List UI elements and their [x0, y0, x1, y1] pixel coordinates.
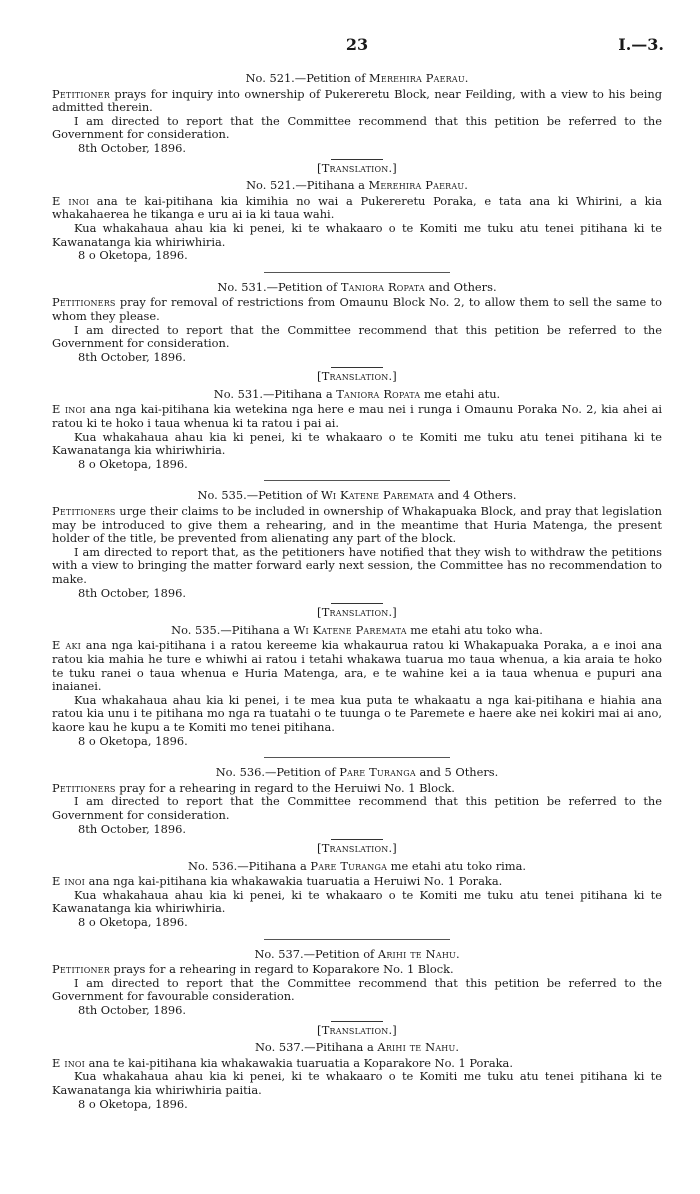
short-rule [331, 159, 383, 160]
translation-date: 8 o Oketopa, 1896. [78, 733, 188, 748]
entries [52, 72, 662, 1111]
translation-title: No. 537.—Pitihana a Arihi te Nahu. [254, 1040, 460, 1055]
translation-title: No. 535.—Pitihana a Wi Katene Paremata me etahi atu toko wha. [171, 622, 543, 637]
translation-summary: E inoi ana te kai-pitihana kia kimihia no wai a Pukereretu Poraka, e tata ana ki Whirini, a kia whakahaerea he tikanga e uru ai ia ki taua wahi. [52, 193, 662, 222]
paper-reference: I.—3. [618, 35, 664, 54]
petition-entry [52, 948, 662, 1112]
committee-report: I am directed to report that, as the petitioners have notified that they wish to withdraw the petitions with a view to bringing the matter forward early next session, the Committee has no recommendation to make. [52, 544, 662, 586]
translation-label: [Translation.] [317, 1022, 397, 1037]
section-divider [264, 939, 450, 940]
petition-summary: Petitioners pray for a rehearing in regard to the Heruiwi No. 1 Block. [52, 780, 455, 795]
translation-title: No. 521.—Pitihana a Merehira Paerau. [246, 178, 468, 193]
committee-report: I am directed to report that the Committee recommend that this petition be referred to the Government for consideration. [52, 322, 662, 351]
petition-title: No. 536.—Petition of Pare Turanga and 5 Others. [215, 765, 499, 780]
petition-title: No. 537.—Petition of Arihi te Nahu. [254, 946, 460, 961]
petition-entry [52, 489, 662, 748]
short-rule [331, 1021, 383, 1022]
short-rule [331, 603, 383, 604]
page-number: 23 [345, 35, 369, 54]
petitioner-name: Taniora Ropata [340, 279, 425, 294]
committee-report: I am directed to report that the Committee recommend that this petition be referred to the Government for consideration. [52, 113, 662, 142]
petitioner-name: Arihi te Nahu [377, 946, 456, 961]
petition-summary: Petitioners pray for removal of restrictions from Omaunu Block No. 2, to allow them to sell the same to whom they please. [52, 295, 662, 323]
translation-label: [Translation.] [317, 841, 397, 856]
petition-entry [52, 72, 662, 263]
translation-report: Kua whakahaua ahau kia ki penei, ki te whakaaro o te Komiti me tuku atu tenei pitihana ki te Kawanatanga kia whiriwhiria. [52, 429, 662, 458]
section-divider [264, 480, 450, 481]
translation-report: Kua whakahaua ahau kia ki penei, i te mea kua puta te whakaatu a nga kai-pitihana e hiahia ana ratou kia unu i te pitihana mo nga ra tuatahi o te tuunga o te Paremete e haere ake nei kokiri mai ai ano, kaore kau he kupu a te Komiti mo tenei pitihana. [52, 692, 662, 734]
translation-label: [Translation.] [317, 605, 397, 620]
translation-summary: E inoi ana te kai-pitihana kia whakawakia tuaruatia a Koparakore No. 1 Poraka. [52, 1055, 513, 1070]
translation-date: 8 o Oketopa, 1896. [78, 915, 188, 930]
translation-title: No. 531.—Pitihana a Taniora Ropata me etahi atu. [213, 386, 501, 401]
report-date: 8th October, 1896. [78, 1003, 187, 1018]
petition-title: No. 521.—Petition of Merehira Paerau. [245, 71, 469, 85]
translation-summary: E inoi ana nga kai-pitihana kia whakawakia tuaruatia a Heruiwi No. 1 Poraka. [52, 874, 503, 889]
translation-label: [Translation.] [317, 369, 397, 384]
translation-date: 8 o Oketopa, 1896. [78, 1096, 188, 1111]
translation-summary: E aki ana nga kai-pitihana i a ratou kereeme kia whakaurua ratou ki Whakapuaka Poraka, a e inoi ana ratou kia mahia he ture e whiwhi ai ratou i tetahi whakawa tuarua mo taua whenua, a kia araia te hoko te tuku ranei o taua whenua e Huria Matenga, ara, e te wahine kei a ia taua whenua e pupuri ana inaianei. [52, 638, 662, 694]
report-date: 8th October, 1896. [78, 821, 187, 836]
petition-entry [52, 766, 662, 930]
petition-summary: Petitioner prays for a rehearing in regard to Koparakore No. 1 Block. [52, 962, 454, 977]
document-page [52, 35, 664, 1111]
translation-date: 8 o Oketopa, 1896. [78, 248, 188, 263]
petition-title: No. 535.—Petition of Wi Katene Paremata and 4 Others. [197, 488, 517, 503]
translation-label: [Translation.] [317, 160, 397, 175]
translation-report: Kua whakahaua ahau kia ki penei, ki te whakaaro o te Komiti me tuku atu tenei pitihana ki te Kawanatanga kia whiriwhiria. [52, 220, 662, 249]
petition-summary: Petitioners urge their claims to be included in ownership of Whakapuaka Block, and pray that legislation may be introduced to give them a rehearing, and in the meantime that Huria Matenga, the present holder of the title, be prevented from alienating any part of the block. [52, 504, 662, 546]
report-date: 8th October, 1896. [78, 349, 187, 364]
petitioner-name: Pare Turanga [339, 765, 416, 780]
petition-title: No. 531.—Petition of Taniora Ropata and Others. [217, 279, 497, 294]
translation-summary: E inoi ana nga kai-pitihana kia wetekina nga here e mau nei i runga i Omaunu Poraka No. 2, kia ahei ai ratou ki te hoko i taua whenua ki ta ratou i pai ai. [52, 402, 663, 431]
translation-report: Kua whakahaua ahau kia ki penei, ki te whakaaro o te Komiti me tuku atu tenei pitihana ki te Kawanatanga kia whiriwhiria paitia. [52, 1069, 662, 1097]
section-divider [264, 757, 450, 758]
page-header [52, 35, 664, 68]
translation-report: Kua whakahaua ahau kia ki penei, ki te whakaaro o te Komiti me tuku atu tenei pitihana ki te Kawanatanga kia whiriwhiria. [52, 887, 662, 916]
report-date: 8th October, 1896. [78, 140, 187, 155]
short-rule [331, 367, 383, 368]
committee-report: I am directed to report that the Committee recommend that this petition be referred to the Government for favourable consideration. [52, 975, 662, 1004]
section-divider [264, 272, 450, 273]
petition-summary: Petitioner prays for inquiry into ownership of Pukereretu Block, near Feilding, with a view to his being admitted therein. [52, 86, 662, 115]
translation-title: No. 536.—Pitihana a Pare Turanga me etahi atu toko rima. [187, 858, 526, 873]
short-rule [331, 839, 383, 840]
petitioner-name: Merehira Paerau [369, 71, 465, 85]
translation-date: 8 o Oketopa, 1896. [78, 456, 188, 471]
report-date: 8th October, 1896. [78, 585, 187, 600]
petition-entry [52, 281, 662, 472]
committee-report: I am directed to report that the Committee recommend that this petition be referred to the Government for consideration. [52, 794, 662, 822]
petitioner-name: Wi Katene Paremata [320, 488, 435, 503]
